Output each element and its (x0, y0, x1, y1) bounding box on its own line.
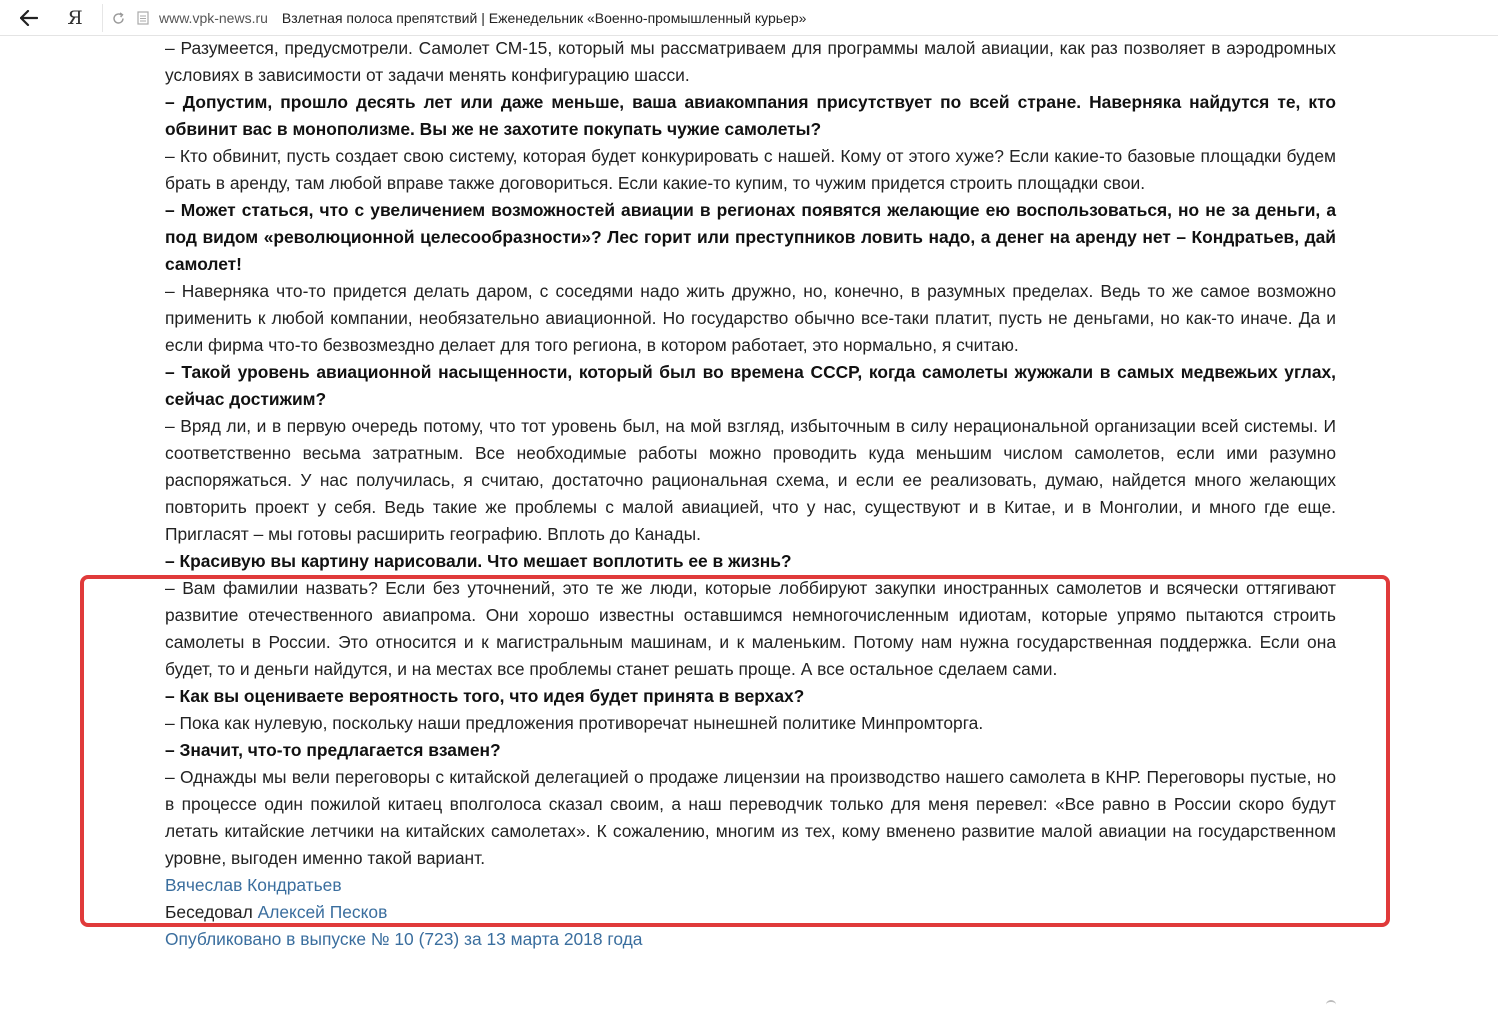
question-paragraph: – Красивую вы картину нарисовали. Что мешает воплотить ее в жизнь? (165, 551, 792, 571)
question-paragraph: – Допустим, прошло десять лет или даже меньше, ваша авиакомпания присутствует по всей стране. Наверняка найдутся те, кто обвинит вас в монополизме. Вы же не захотите покупать чужие самолеты? (165, 92, 1336, 139)
back-button[interactable] (12, 4, 46, 32)
page-icon (137, 11, 149, 25)
question-paragraph: – Такой уровень авиационной насыщенности, который был во времена СССР, когда самолеты жужжали в самых медвежьих углах, сейчас достижим? (165, 362, 1336, 409)
answer-paragraph: – Вряд ли, и в первую очередь потому, что тот уровень был, на мой взгляд, избыточным в силу нерациональной организации всей системы. И соответственно весьма затратным. Все необходимые работы можно проводить куда меньшим числом самолетов, если ими разумно распоряжаться. У нас получилась, я считаю, достаточно рациональная схема, и если ее реализовать, думаю, найдется много желающих повторить проект у себя. Ведь такие же проблемы с малой авиацией, что у нас, существуют и в Китае, и в Монголии, и много где еще. Пригласят – мы готовы расширить географию. Вплоть до Канады. (165, 416, 1336, 544)
answer-paragraph: – Вам фамилии назвать? Если без уточнений, это те же люди, которые лоббируют закупки иностранных самолетов и всячески оттягивают развитие отечественного авиапрома. Они хорошо известны оставшимся немногочисленным идиотам, которые упрямо пытаются строить самолеты в России. Это относится и к магистральным машинам, и к маленьким. Потому нам нужна государственная поддержка. Если она будет, то и деньги найдутся, и на местах все проблемы станет решать проще. А все остальное сделаем сами. (165, 578, 1336, 679)
address-domain[interactable]: www.vpk-news.ru (159, 10, 268, 26)
publication-line (165, 926, 1336, 953)
interviewer-prefix: Беседовал (165, 902, 258, 922)
publication-link[interactable]: Опубликовано в выпуске № 10 (723) за 13 марта 2018 года (165, 929, 643, 949)
question-paragraph: – Как вы оцениваете вероятность того, что идея будет принята в верхах? (165, 686, 805, 706)
answer-paragraph: – Однажды мы вели переговоры с китайской делегацией о продаже лицензии на производство нашего самолета в КНР. Переговоры пустые, но в процессе один пожилой китаец вполголоса сказал своим, а наш переводчик только для меня перевел: «Все равно в России скоро будут летать китайские летчики на китайских самолетах». К сожалению, многим из тех, кому вменено развитие малой авиации на государственном уровне, выгоден именно такой вариант. (165, 767, 1336, 868)
reload-icon[interactable] (111, 11, 125, 25)
article-paragraphs (165, 35, 1336, 872)
question-paragraph: – Может статься, что с увеличением возможностей авиации в регионах появятся желающие ею воспользоваться, но не за деньги, а под видом «революционной целесообразности»? Лес горит или преступников ловить надо, а денег на аренду нет – Кондратьев, дай самолет! (165, 200, 1336, 274)
answer-paragraph: – Разумеется, предусмотрели. Самолет СМ-15, который мы рассматриваем для программы малой авиации, как раз позволяет в аэродромных условиях в зависимости от задачи менять конфигурацию шасси. (165, 38, 1336, 85)
article-body (165, 35, 1336, 953)
address-bar[interactable] (102, 4, 1498, 32)
page-title: Взлетная полоса препятствий | Еженедельник «Военно-промышленный курьер» (281, 10, 807, 26)
author-signature (165, 872, 1336, 899)
yandex-button[interactable] (62, 4, 88, 32)
browser-toolbar (0, 0, 1498, 36)
question-paragraph: – Значит, что-то предлагается взамен? (165, 740, 501, 760)
answer-paragraph: – Наверняка что-то придется делать даром, с соседями надо жить дружно, но, конечно, в разумных пределах. Ведь то же самое возможно применить к любой компании, необязательно авиационной. Но государство обычно все-таки платит, пусть не деньгами, но как-то иначе. Да и если фирма что-то безвозмездно делает для того региона, в котором работает, это нормально, я считаю. (165, 281, 1336, 355)
answer-paragraph: – Кто обвинит, пусть создает свою систему, которая будет конкурировать с нашей. Кому от этого хуже? Если какие-то базовые площадки будем брать в аренду, там любой вправе также договориться. Если какие-то купим, то чужим придется строить площадки свои. (165, 146, 1336, 193)
answer-paragraph: – Пока как нулевую, поскольку наши предложения противоречат нынешней политике Минпромторга. (165, 713, 984, 733)
yandex-logo-icon: Я (67, 7, 83, 29)
interviewer-line (165, 899, 1336, 926)
interviewer-link[interactable]: Алексей Песков (257, 902, 388, 922)
arrow-left-icon (20, 10, 38, 26)
author-link[interactable]: Вячеслав Кондратьев (165, 875, 342, 895)
scroll-indicator (1326, 1000, 1336, 1009)
